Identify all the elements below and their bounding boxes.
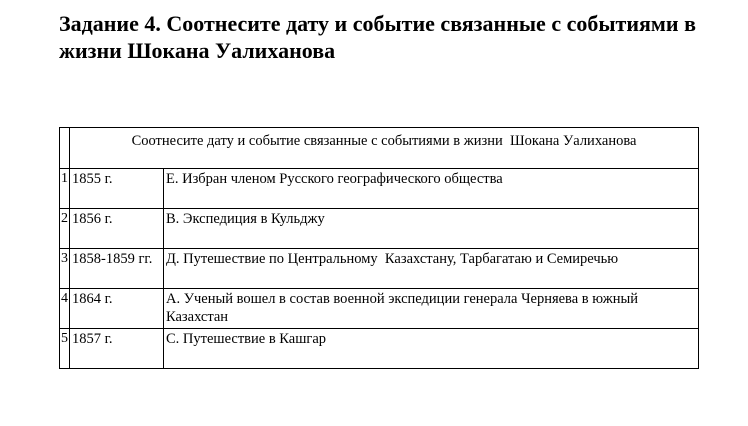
matching-table [59, 127, 699, 369]
row-number: 1 [60, 169, 70, 209]
table-row [60, 209, 699, 249]
table-caption: Соотнесите дату и событие связанные с событиями в жизни Шокана Уалиханова [70, 128, 699, 169]
row-date: 1856 г. [70, 209, 164, 249]
row-number: 3 [60, 249, 70, 289]
table-row [60, 169, 699, 209]
task-title: Задание 4. Соотнесите дату и событие связанные с событиями в жизни Шокана Уалиханова [59, 11, 696, 63]
row-date: 1857 г. [70, 329, 164, 369]
row-number: 4 [60, 289, 70, 329]
row-event: А. Ученый вошел в состав военной экспедиции генерала Черняева в южный Казахстан [164, 289, 699, 329]
table-row [60, 249, 699, 289]
row-date: 1855 г. [70, 169, 164, 209]
row-event: С. Путешествие в Кашгар [164, 329, 699, 369]
row-date: 1864 г. [70, 289, 164, 329]
row-event: Д. Путешествие по Центральному Казахстану, Тарбагатаю и Семиречью [164, 249, 699, 289]
row-number: 2 [60, 209, 70, 249]
table-row [60, 289, 699, 329]
row-event: В. Экспедиция в Кульджу [164, 209, 699, 249]
row-event: Е. Избран членом Русского географического общества [164, 169, 699, 209]
table-row [60, 329, 699, 369]
row-date: 1858-1859 гг. [70, 249, 164, 289]
table-header-row [60, 128, 699, 169]
row-number: 5 [60, 329, 70, 369]
header-blank-cell [60, 128, 70, 169]
